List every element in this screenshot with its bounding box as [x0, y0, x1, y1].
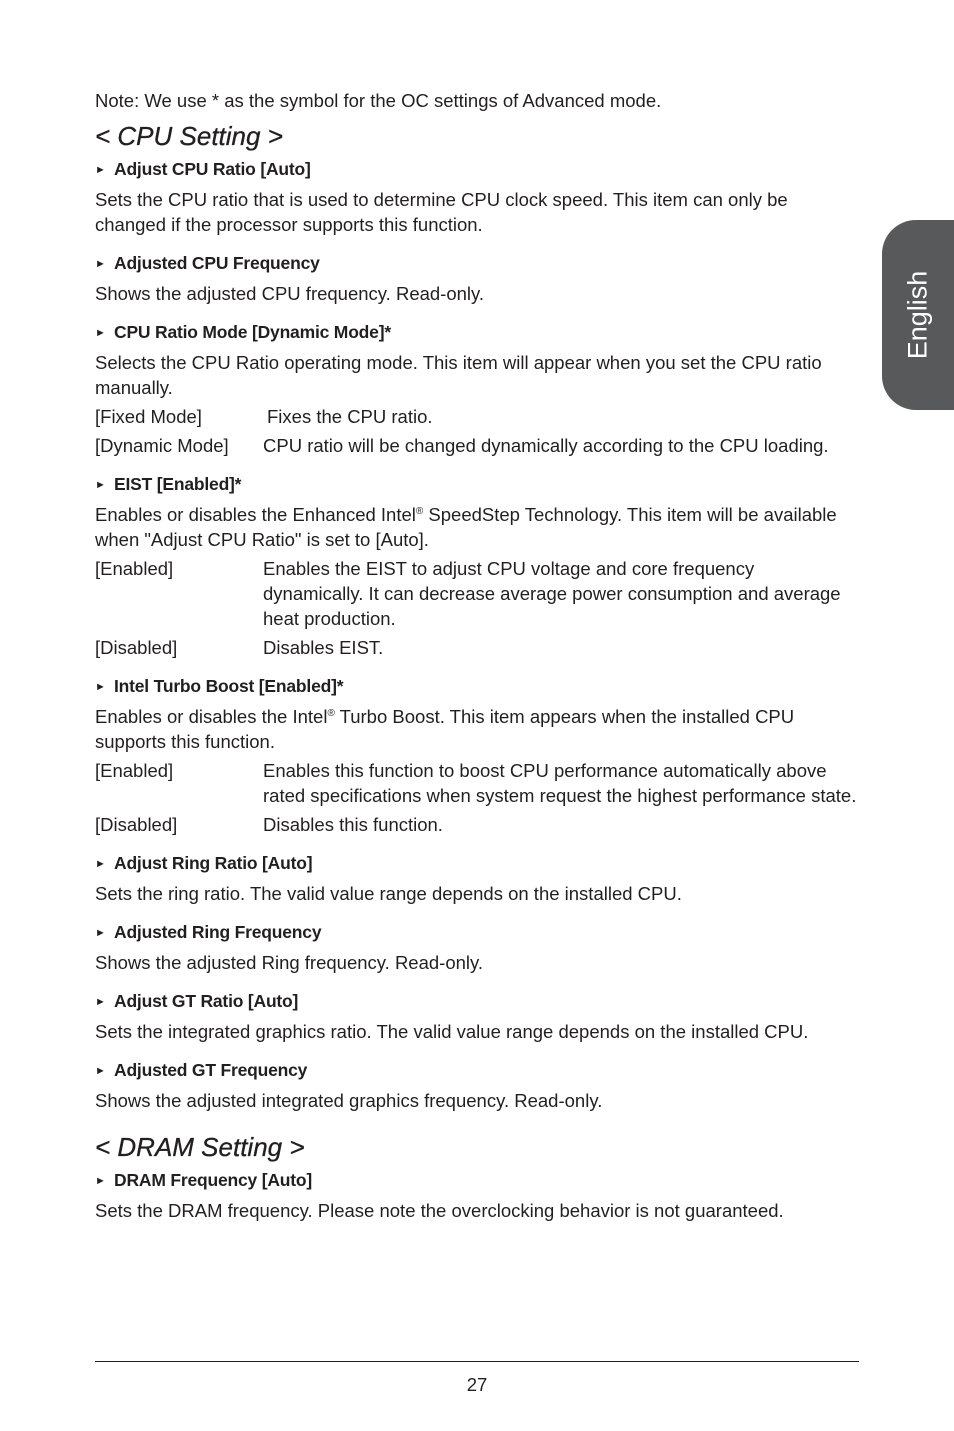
item-title: Adjust Ring Ratio [Auto] — [114, 853, 313, 873]
item-adjust-gt-ratio — [95, 989, 857, 1044]
option-value: Enables the EIST to adjust CPU voltage and core frequency dynamically. It can decrease average power consumption and average heat production. — [263, 558, 841, 629]
item-title: DRAM Frequency [Auto] — [114, 1170, 313, 1190]
triangle-bullet-icon: ► — [95, 1175, 106, 1187]
option-row — [95, 556, 857, 631]
item-description: Enables or disables the Intel® Turbo Boost. This item appears when the installed CPU supports this function. — [95, 706, 795, 752]
cpu-setting-heading: < CPU Setting > — [95, 121, 283, 151]
item-title: Adjusted Ring Frequency — [114, 922, 322, 942]
option-row — [95, 433, 857, 458]
page-number: 27 — [466, 1374, 488, 1395]
dram-setting-heading: < DRAM Setting > — [95, 1132, 305, 1162]
item-title: Adjust CPU Ratio [Auto] — [114, 159, 311, 179]
oc-note: Note: We use * as the symbol for the OC settings of Advanced mode. — [95, 90, 662, 111]
footer-divider — [95, 1361, 859, 1362]
item-cpu-ratio-mode — [95, 320, 857, 458]
item-adjusted-gt-frequency — [95, 1058, 857, 1113]
language-tab — [882, 220, 954, 410]
triangle-bullet-icon: ► — [95, 479, 106, 491]
option-key: [Disabled] — [95, 814, 178, 835]
item-description: Enables or disables the Enhanced Intel® SpeedStep Technology. This item will be available when "Adjust CPU Ratio" is set to [Auto]. — [95, 504, 837, 550]
item-description: Selects the CPU Ratio operating mode. This item will appear when you set the CPU ratio manually. — [95, 352, 822, 398]
triangle-bullet-icon: ► — [95, 164, 106, 176]
triangle-bullet-icon: ► — [95, 927, 106, 939]
option-key: [Fixed Mode] — [95, 406, 202, 427]
option-value: Disables this function. — [263, 814, 443, 835]
option-key: [Enabled] — [95, 558, 174, 579]
item-title: Intel Turbo Boost [Enabled]* — [114, 676, 344, 696]
item-description: Sets the integrated graphics ratio. The valid value range depends on the installed CPU. — [95, 1021, 809, 1042]
item-title: Adjusted CPU Frequency — [114, 253, 320, 273]
item-title: EIST [Enabled]* — [114, 474, 242, 494]
item-adjust-ring-ratio — [95, 851, 857, 906]
item-description: Shows the adjusted Ring frequency. Read-only. — [95, 952, 484, 973]
item-description: Sets the CPU ratio that is used to determine CPU clock speed. This item can only be changed if the processor supports this function. — [95, 189, 788, 235]
item-eist — [95, 472, 857, 660]
triangle-bullet-icon: ► — [95, 681, 106, 693]
item-title: Adjusted GT Frequency — [114, 1060, 308, 1080]
option-value: Enables this function to boost CPU performance automatically above rated specifications when system request the highest performance state. — [263, 760, 857, 806]
option-key: [Disabled] — [95, 637, 178, 658]
option-key: [Dynamic Mode] — [95, 435, 229, 456]
triangle-bullet-icon: ► — [95, 858, 106, 870]
language-tab-label: English — [902, 270, 933, 360]
item-adjusted-cpu-frequency — [95, 251, 857, 306]
triangle-bullet-icon: ► — [95, 258, 106, 270]
item-dram-frequency — [95, 1168, 857, 1223]
option-value: Fixes the CPU ratio. — [267, 406, 433, 427]
item-title: CPU Ratio Mode [Dynamic Mode]* — [114, 322, 391, 342]
option-row — [95, 404, 857, 429]
item-intel-turbo-boost — [95, 674, 857, 837]
triangle-bullet-icon: ► — [95, 327, 106, 339]
page-content — [95, 88, 857, 1237]
item-description: Shows the adjusted integrated graphics frequency. Read-only. — [95, 1090, 603, 1111]
item-description: Sets the ring ratio. The valid value range depends on the installed CPU. — [95, 883, 682, 904]
registered-mark: ® — [415, 505, 424, 517]
option-row — [95, 812, 857, 837]
registered-mark: ® — [327, 707, 335, 719]
item-description: Shows the adjusted CPU frequency. Read-only. — [95, 283, 485, 304]
item-title: Adjust GT Ratio [Auto] — [114, 991, 299, 1011]
item-description: Sets the DRAM frequency. Please note the overclocking behavior is not guaranteed. — [95, 1200, 784, 1221]
item-adjusted-ring-frequency — [95, 920, 857, 975]
option-key: [Enabled] — [95, 760, 174, 781]
triangle-bullet-icon: ► — [95, 996, 106, 1008]
triangle-bullet-icon: ► — [95, 1065, 106, 1077]
option-value: CPU ratio will be changed dynamically according to the CPU loading. — [263, 435, 829, 456]
item-adjust-cpu-ratio — [95, 157, 857, 237]
option-row — [95, 758, 857, 808]
option-value: Disables EIST. — [263, 637, 384, 658]
option-row — [95, 635, 857, 660]
